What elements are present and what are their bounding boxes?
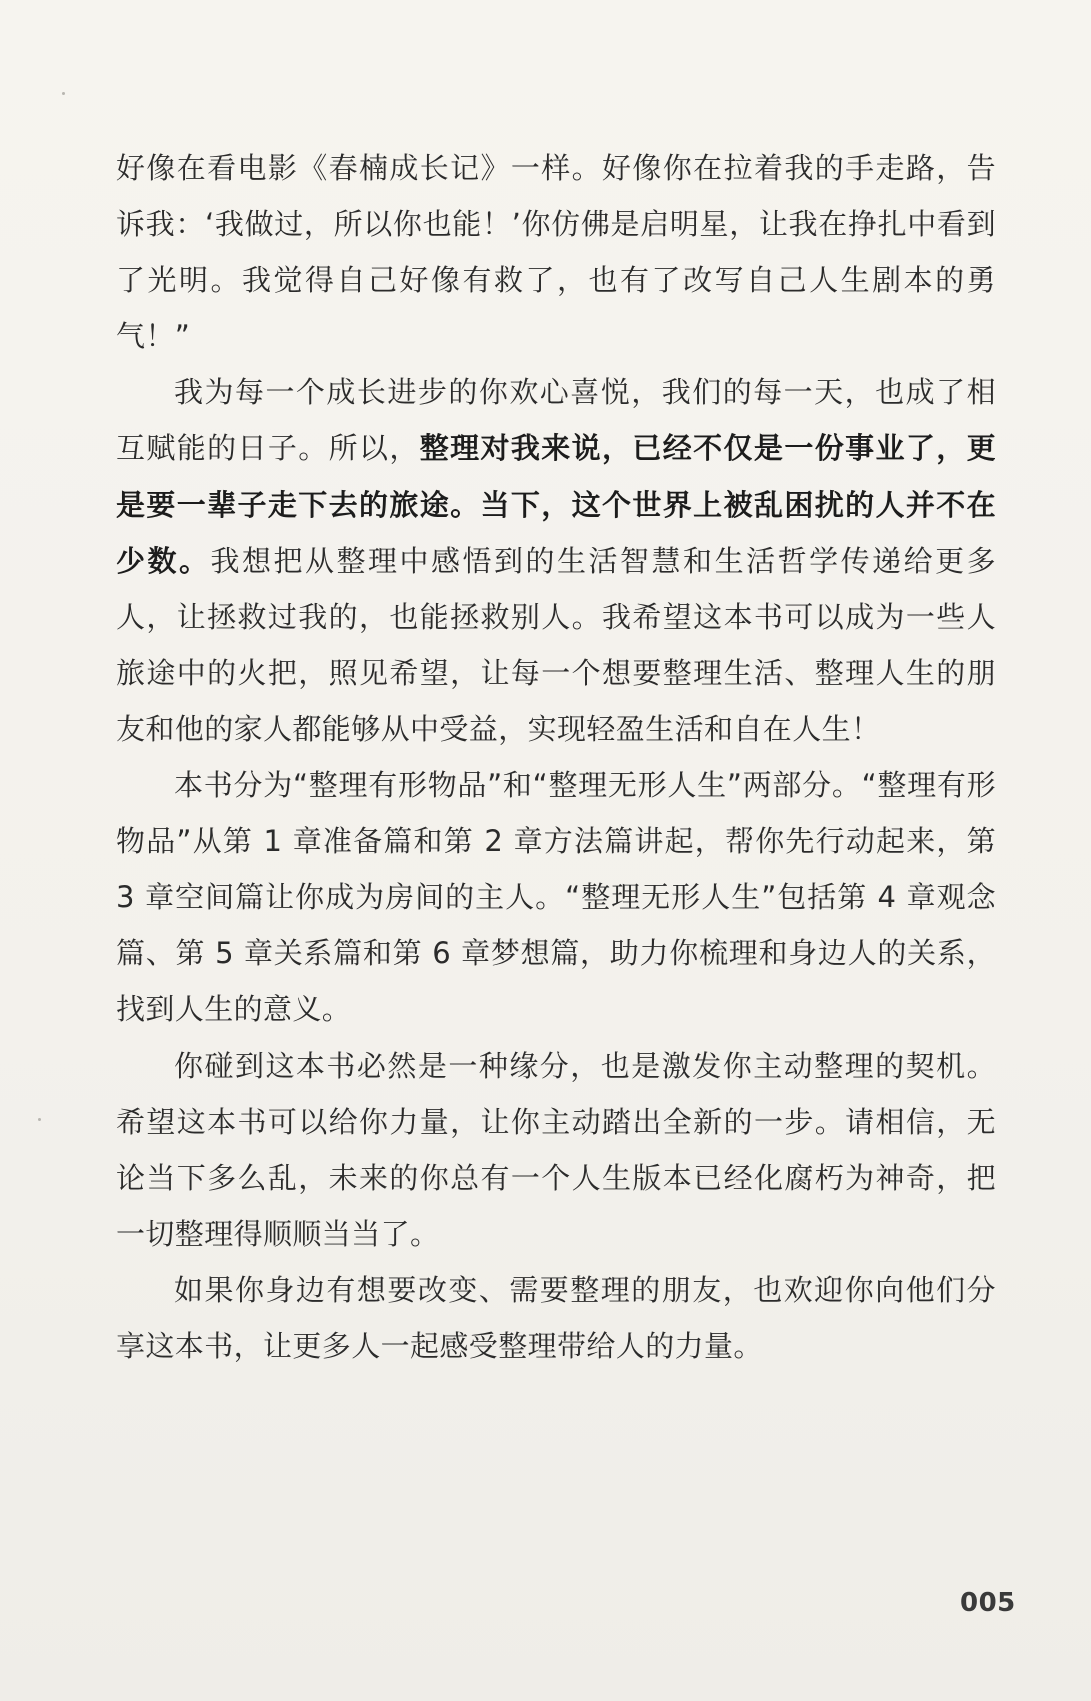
paragraph — [116, 757, 996, 1037]
text-run: 好像在看电影《春楠成长记》一样。好像你在拉着我的手走路，告诉我：‘我做过，所以你也能！’你仿佛是启明星，让我在挣扎中看到了光明。我觉得自己好像有救了，也有了改写自己人生剧本的勇气！” — [116, 151, 996, 354]
paragraph — [116, 1262, 996, 1374]
body-text — [116, 140, 996, 1374]
paper-speck — [62, 92, 65, 95]
paragraph — [116, 140, 996, 364]
text-run: 我想把从整理中感悟到的生活智慧和生活哲学传递给更多人，让拯救过我的，也能拯救别人。我希望这本书可以成为一些人旅途中的火把，照见希望，让每一个想要整理生活、整理人生的朋友和他的家人都能够从中受益，实现轻盈生活和自在人生！ — [116, 543, 996, 746]
text-run: 本书分为“整理有形物品”和“整理无形人生”两部分。“整理有形物品”从第 1 章准备篇和第 2 章方法篇讲起，帮你先行动起来，第 3 章空间篇让你成为房间的主人。“整理无形人生”包括第 4 章观念篇、第 5 章关系篇和第 6 章梦想篇，助力你梳理和身边人的关系，找到人生的意义。 — [116, 768, 996, 1027]
page-number: 005 — [960, 1588, 1016, 1618]
paragraph — [116, 364, 996, 757]
paper-speck — [38, 1118, 41, 1121]
text-run: 你碰到这本书必然是一种缘分，也是激发你主动整理的契机。希望这本书可以给你力量，让你主动踏出全新的一步。请相信，无论当下多么乱，未来的你总有一个人生版本已经化腐朽为神奇，把一切整理得顺顺当当了。 — [116, 1048, 996, 1251]
bold-text-run: 整理对我来说，已经不仅是一份事业了，更是要一辈子走下去的旅途。当下，这个世界上被乱困扰的人并不在少数。 — [116, 431, 996, 578]
text-run: 我为每一个成长进步的你欢心喜悦，我们的每一天，也成了相互赋能的日子。所以， — [116, 375, 996, 466]
text-run: 如果你身边有想要改变、需要整理的朋友，也欢迎你向他们分享这本书，让更多人一起感受整理带给人的力量。 — [116, 1272, 996, 1363]
paragraph — [116, 1038, 996, 1262]
